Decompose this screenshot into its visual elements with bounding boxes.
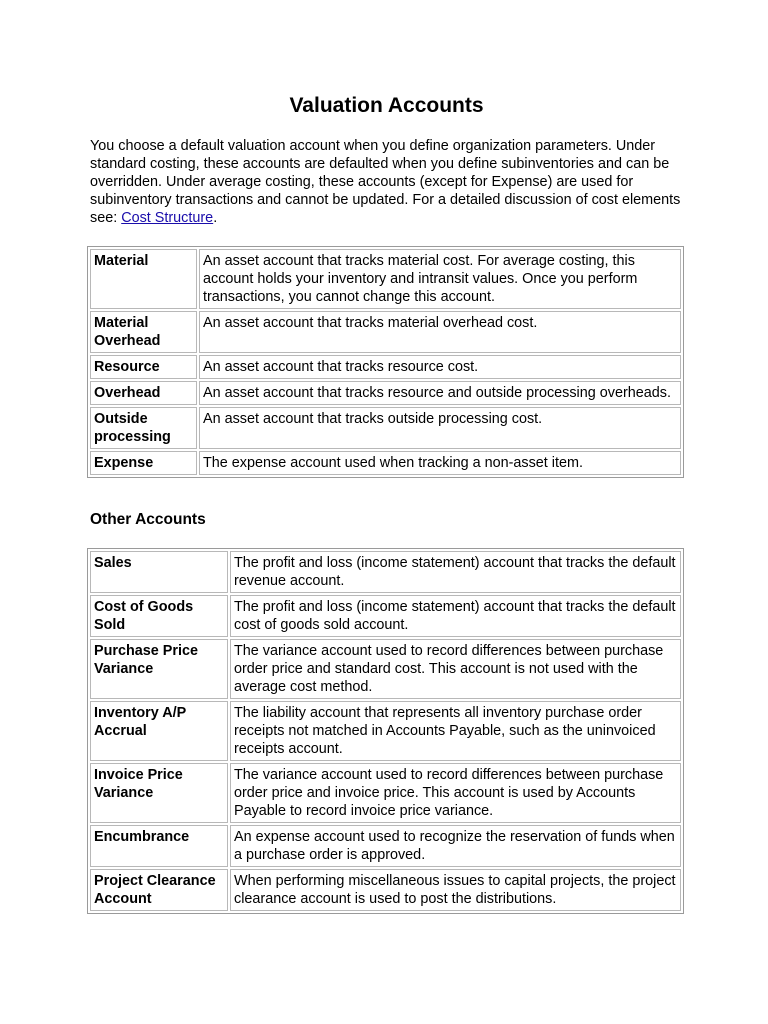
account-description: An asset account that tracks material cost. For average costing, this account holds your inventory and intransit values. Once you perform transactions, you cannot change this account.: [199, 249, 681, 309]
table-row: [90, 381, 681, 405]
account-description: When performing miscellaneous issues to capital projects, the project clearance account is used to post the distributions.: [230, 869, 681, 911]
account-description: The profit and loss (income statement) account that tracks the default cost of goods sold account.: [230, 595, 681, 637]
table-row: [90, 595, 681, 637]
intro-paragraph: [90, 137, 683, 227]
table-row: [90, 869, 681, 911]
table-row: [90, 763, 681, 823]
table-row: [90, 701, 681, 761]
account-description: The expense account used when tracking a non-asset item.: [199, 451, 681, 475]
account-term: Outside processing: [90, 407, 197, 449]
account-description: The profit and loss (income statement) account that tracks the default revenue account.: [230, 551, 681, 593]
account-term: Project Clearance Account: [90, 869, 228, 911]
intro-end: .: [213, 210, 218, 226]
valuation-accounts-table: [87, 246, 684, 478]
table-row: [90, 551, 681, 593]
account-term: Purchase Price Variance: [90, 639, 228, 699]
cost-structure-link[interactable]: Cost Structure: [121, 210, 214, 226]
account-description: The variance account used to record differences between purchase order price and invoice price. This account is used by Accounts Payable to record invoice price variance.: [230, 763, 681, 823]
table-row: [90, 825, 681, 867]
account-description: An asset account that tracks outside processing cost.: [199, 407, 681, 449]
account-term: Material: [90, 249, 197, 309]
account-term: Cost of Goods Sold: [90, 595, 228, 637]
account-term: Resource: [90, 355, 197, 379]
account-term: Invoice Price Variance: [90, 763, 228, 823]
other-accounts-table: [87, 548, 684, 914]
account-description: An expense account used to recognize the reservation of funds when a purchase order is approved.: [230, 825, 681, 867]
table-row: [90, 249, 681, 309]
table-row: [90, 311, 681, 353]
account-term: Inventory A/P Accrual: [90, 701, 228, 761]
account-description: An asset account that tracks material overhead cost.: [199, 311, 681, 353]
account-term: Expense: [90, 451, 197, 475]
account-description: The liability account that represents all inventory purchase order receipts not matched in Accounts Payable, such as the uninvoiced receipts account.: [230, 701, 681, 761]
account-term: Sales: [90, 551, 228, 593]
intro-text: You choose a default valuation account when you define organization parameters. Under standard costing, these accounts are defaulted when you define subinventories and can be overridden. Under average costing, these accounts (except for Expense) are used for subinventory transactions and cannot be updated. For a detailed discussion of cost elements see:: [90, 138, 681, 226]
account-term: Overhead: [90, 381, 197, 405]
account-description: An asset account that tracks resource cost.: [199, 355, 681, 379]
table-row: [90, 407, 681, 449]
account-term: Material Overhead: [90, 311, 197, 353]
table-row: [90, 355, 681, 379]
table-row: [90, 451, 681, 475]
account-description: The variance account used to record differences between purchase order price and standard cost. This account is not used with the average cost method.: [230, 639, 681, 699]
table-row: [90, 639, 681, 699]
other-accounts-heading: Other Accounts: [90, 511, 206, 528]
account-term: Encumbrance: [90, 825, 228, 867]
account-description: An asset account that tracks resource and outside processing overheads.: [199, 381, 681, 405]
page-title: Valuation Accounts: [289, 94, 484, 117]
